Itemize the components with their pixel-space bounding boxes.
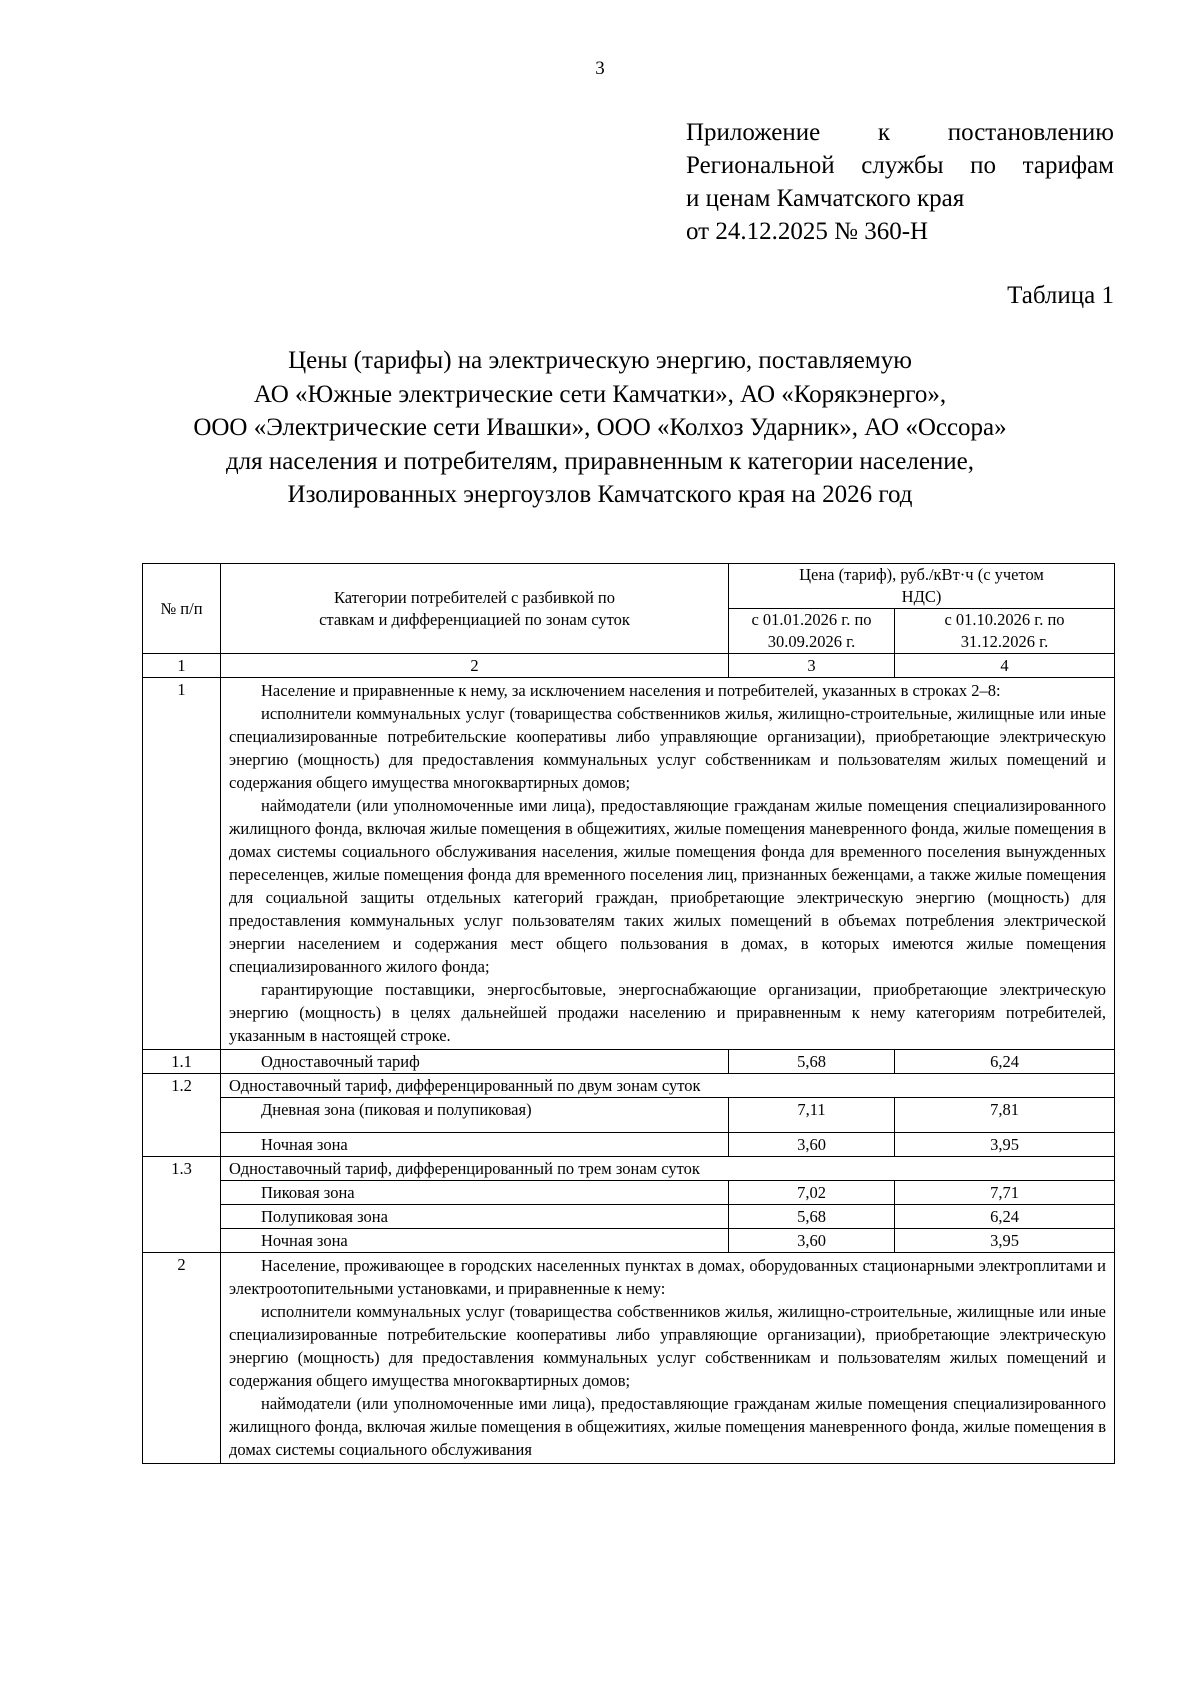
table-row bbox=[143, 1253, 1115, 1464]
table-row bbox=[143, 678, 1115, 1050]
tariff-value-period-2: 3,95 bbox=[895, 1133, 1115, 1157]
table-row bbox=[143, 1133, 1115, 1157]
title-line: ООО «Электрические сети Ивашки», ООО «Колхоз Ударник», АО «Оссора» bbox=[193, 414, 1007, 441]
tariff-group-label: Одноставочный тариф, дифференцированный по трем зонам суток bbox=[221, 1157, 1115, 1181]
tariff-table bbox=[142, 563, 1115, 1464]
table-row bbox=[143, 1074, 1115, 1098]
title-line: Изолированных энергоузлов Камчатского края на 2026 год bbox=[287, 481, 913, 508]
header-row bbox=[143, 564, 1115, 609]
table-row bbox=[143, 1205, 1115, 1229]
tariff-value-period-1: 5,68 bbox=[729, 1205, 895, 1229]
tariff-value-period-2: 7,81 bbox=[895, 1098, 1115, 1133]
index-cell: 1 bbox=[143, 654, 221, 678]
tariff-value-period-1: 7,02 bbox=[729, 1181, 895, 1205]
category-description bbox=[221, 1253, 1115, 1464]
zone-label: Полупиковая зона bbox=[221, 1205, 729, 1229]
tariff-value-period-1: 7,11 bbox=[729, 1098, 895, 1133]
page-number: 3 bbox=[595, 58, 605, 79]
header-price: Цена (тариф), руб./кВт·ч (с учетом НДС) bbox=[729, 564, 1115, 609]
tariff-value-period-1: 5,68 bbox=[729, 1050, 895, 1074]
appendix-block bbox=[686, 116, 1114, 248]
paragraph: исполнители коммунальных услуг (товарищества собственников жилья, жилищно-строительные, жилищные или иные специализированные потребительские кооперативы либо управляющие организации), приобретающие электрическую энергию (мощность) для предоставления коммунальных услуг собственникам и пользователям жилых помещений и содержания общего имущества многоквартирных домов; bbox=[229, 1302, 1107, 1390]
zone-label: Пиковая зона bbox=[221, 1181, 729, 1205]
index-cell: 2 bbox=[221, 654, 729, 678]
appendix-line: и ценам Камчатского края bbox=[686, 185, 965, 212]
tariff-group-label: Одноставочный тариф, дифференцированный по двум зонам суток bbox=[221, 1074, 1115, 1098]
tariff-value-period-1: 3,60 bbox=[729, 1133, 895, 1157]
table-row bbox=[143, 1050, 1115, 1074]
tariff-value-period-2: 6,24 bbox=[895, 1205, 1115, 1229]
row-number: 1.1 bbox=[143, 1050, 221, 1074]
zone-label: Дневная зона (пиковая и полупиковая) bbox=[221, 1098, 729, 1133]
row-number: 1.3 bbox=[143, 1157, 221, 1253]
zone-label: Ночная зона bbox=[221, 1133, 729, 1157]
tariff-value-period-2: 3,95 bbox=[895, 1229, 1115, 1253]
header-period-1: с 01.01.2026 г. по 30.09.2026 г. bbox=[729, 609, 895, 654]
category-description bbox=[221, 678, 1115, 1050]
header-category: Категории потребителей с разбивкой по ставкам и дифференциацией по зонам суток bbox=[221, 564, 729, 654]
table-row bbox=[143, 1181, 1115, 1205]
tariff-value-period-2: 6,24 bbox=[895, 1050, 1115, 1074]
title-line: для населения и потребителям, приравненным к категории население, bbox=[225, 447, 975, 475]
paragraph: гарантирующие поставщики, энергосбытовые, энергоснабжающие организации, приобретающие электрическую энергию (мощность) в целях дальнейшей продажи населению и приравненным к нему категориям потребителей, указанным в настоящей строке. bbox=[229, 980, 1107, 1045]
header-number: № п/п bbox=[143, 564, 221, 654]
table-row bbox=[143, 1229, 1115, 1253]
appendix-line: Приложение к постановлению bbox=[686, 119, 1114, 146]
row-number: 1.2 bbox=[143, 1074, 221, 1157]
paragraph: наймодатели (или уполномоченные ими лица), предоставляющие гражданам жилые помещения специализированного жилищного фонда, включая жилые помещения в общежитиях, жилые помещения маневренного фонда, жилые помещения в домах системы социального обслуживания населения, жилые помещения фонда для временного поселения вынужденных переселенцев, жилые помещения фонда для временного поселения лиц, признанных беженцами, а также жилые помещения для социальной защиты отдельных категорий граждан, приобретающие электрическую энергию (мощность) для предоставления коммунальных услуг пользователям таких жилых помещений в объемах потребления электрической энергии населением и содержания мест общего пользования в домах, в которых имеются жилые помещения специализированного жилого фонда; bbox=[229, 796, 1107, 976]
table-row bbox=[143, 1157, 1115, 1181]
index-cell: 4 bbox=[895, 654, 1115, 678]
table-row bbox=[143, 1098, 1115, 1133]
index-cell: 3 bbox=[729, 654, 895, 678]
appendix-line: от 24.12.2025 № 360-Н bbox=[686, 218, 929, 245]
header-period-2: с 01.10.2026 г. по 31.12.2026 г. bbox=[895, 609, 1115, 654]
tariff-value-period-1: 3,60 bbox=[729, 1229, 895, 1253]
paragraph: исполнители коммунальных услуг (товарищества собственников жилья, жилищно-строительные, жилищные или иные специализированные потребительские кооперативы либо управляющие организации), приобретающие электрическую энергию (мощность) для предоставления коммунальных услуг собственникам и пользователям жилых помещений и содержания общего имущества многоквартирных домов; bbox=[229, 704, 1107, 792]
row-number: 2 bbox=[143, 1253, 221, 1464]
zone-label: Ночная зона bbox=[221, 1229, 729, 1253]
title-line: АО «Южные электрические сети Камчатки», АО «Корякэнерго», bbox=[253, 380, 947, 408]
title-line: Цены (тарифы) на электрическую энергию, поставляемую bbox=[288, 347, 912, 374]
tariff-label: Одноставочный тариф bbox=[221, 1050, 729, 1074]
paragraph: наймодатели (или уполномоченные ими лица), предоставляющие гражданам жилые помещения специализированного жилищного фонда, включая жилые помещения в общежитиях, жилые помещения маневренного фонда, жилые помещения в домах системы социального обслуживания bbox=[229, 1394, 1107, 1459]
appendix-line: Региональной службы по тарифам bbox=[686, 152, 1114, 179]
paragraph: Население и приравненные к нему, за исключением населения и потребителей, указанных в строках 2–8: bbox=[261, 681, 1001, 700]
index-row bbox=[143, 654, 1115, 678]
table-label: Таблица 1 bbox=[1007, 282, 1114, 309]
tariff-value-period-2: 7,71 bbox=[895, 1181, 1115, 1205]
paragraph: Население, проживающее в городских населенных пунктах в домах, оборудованных стационарными электроплитами и электроотопительными установками, и приравненные к нему: bbox=[229, 1256, 1107, 1298]
row-number: 1 bbox=[143, 678, 221, 1050]
document-title bbox=[0, 344, 1200, 512]
